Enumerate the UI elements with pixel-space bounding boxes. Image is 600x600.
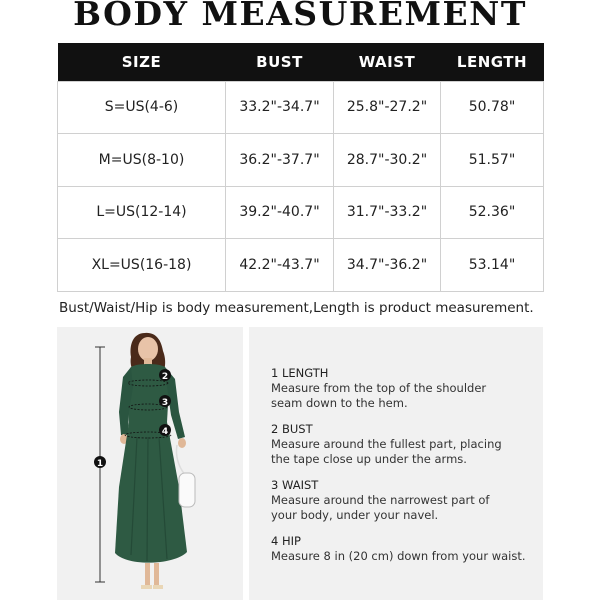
header-length: LENGTH bbox=[441, 43, 544, 81]
instruction-hip bbox=[271, 534, 541, 564]
svg-text:1: 1 bbox=[96, 459, 104, 469]
cell-length: 51.57" bbox=[441, 134, 544, 187]
cell-bust: 33.2"-34.7" bbox=[226, 81, 334, 134]
instruction-bust bbox=[271, 422, 541, 467]
instruction-text: your body, under your navel. bbox=[271, 508, 439, 522]
right-hand bbox=[178, 438, 186, 448]
svg-text:2: 2 bbox=[161, 372, 169, 382]
instruction-text: Measure around the fullest part, placing bbox=[271, 437, 502, 451]
right-leg bbox=[154, 563, 159, 585]
handbag bbox=[179, 473, 195, 507]
dress-skirt bbox=[115, 422, 187, 563]
instruction-length bbox=[271, 366, 541, 411]
instruction-text: Measure 8 in (20 cm) down from your waist. bbox=[271, 549, 526, 563]
instruction-text: the tape close up under the arms. bbox=[271, 452, 467, 466]
marker-1 bbox=[94, 456, 106, 469]
measurement-note: Bust/Waist/Hip is body measurement,Length is product measurement. bbox=[59, 300, 534, 316]
header-bust: BUST bbox=[226, 43, 334, 81]
instruction-heading: 3 WAIST bbox=[271, 478, 319, 492]
cell-length: 50.78" bbox=[441, 81, 544, 134]
cell-bust: 39.2"-40.7" bbox=[226, 186, 334, 239]
page-title: BODY MEASUREMENT bbox=[73, 0, 527, 33]
shoes bbox=[141, 585, 163, 589]
cell-size: L=US(12-14) bbox=[58, 186, 226, 239]
cell-size: S=US(4-6) bbox=[58, 81, 226, 134]
instruction-text: Measure from the top of the shoulder bbox=[271, 381, 487, 395]
model-dress-illustration bbox=[57, 327, 243, 600]
cell-waist: 28.7"-30.2" bbox=[334, 134, 441, 187]
size-chart-table bbox=[57, 43, 544, 292]
cell-bust: 36.2"-37.7" bbox=[226, 134, 334, 187]
table-header-row bbox=[58, 43, 544, 81]
cell-waist: 34.7"-36.2" bbox=[334, 239, 441, 292]
header-waist: WAIST bbox=[334, 43, 441, 81]
table-row bbox=[58, 134, 544, 187]
cell-bust: 42.2"-43.7" bbox=[226, 239, 334, 292]
handbag-strap bbox=[176, 445, 185, 475]
instruction-heading: 2 BUST bbox=[271, 422, 313, 436]
cell-size: M=US(8-10) bbox=[58, 134, 226, 187]
instruction-heading: 4 HIP bbox=[271, 534, 301, 548]
cell-waist: 31.7"-33.2" bbox=[334, 186, 441, 239]
cell-waist: 25.8"-27.2" bbox=[334, 81, 441, 134]
table-row bbox=[58, 239, 544, 292]
instruction-text: seam down to the hem. bbox=[271, 396, 408, 410]
face bbox=[138, 337, 158, 361]
header-size: SIZE bbox=[58, 43, 226, 81]
instruction-text: Measure around the narrowest part of bbox=[271, 493, 490, 507]
cell-length: 52.36" bbox=[441, 186, 544, 239]
cell-length: 53.14" bbox=[441, 239, 544, 292]
left-leg bbox=[145, 563, 150, 585]
svg-text:4: 4 bbox=[161, 427, 169, 437]
instruction-heading: 1 LENGTH bbox=[271, 366, 329, 380]
cell-size: XL=US(16-18) bbox=[58, 239, 226, 292]
svg-text:3: 3 bbox=[161, 398, 169, 408]
measurement-instructions bbox=[271, 366, 541, 575]
table-row bbox=[58, 81, 544, 134]
instruction-waist bbox=[271, 478, 541, 523]
table-row bbox=[58, 186, 544, 239]
